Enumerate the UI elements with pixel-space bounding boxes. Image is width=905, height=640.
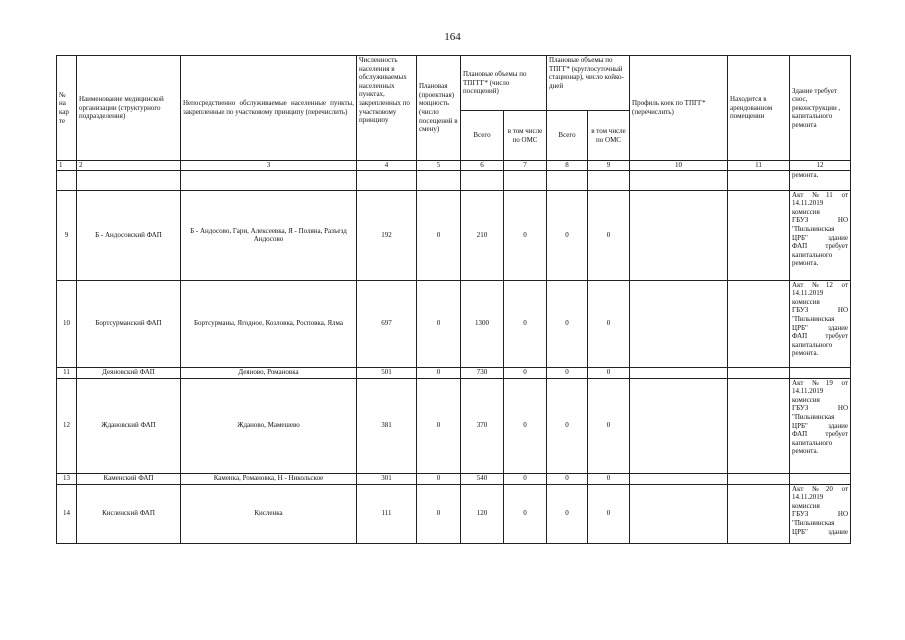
repair-note-line: комиссия [792,297,820,306]
header-number: № на кар те [57,56,77,161]
population: 381 [357,378,417,473]
header-rented: Находится в арендованном помещении [728,56,790,161]
row-number: 9 [57,190,77,280]
facility-name: Деяновский ФАП [77,367,181,378]
table-row [57,473,851,484]
bed-profile [630,170,728,190]
beds-oms: 0 [588,484,630,543]
repair-note-line: ФАП требует [792,332,849,341]
col-number: 4 [357,161,417,171]
repair-note-line: "Пильнинская [792,224,835,233]
visits-total [461,170,504,190]
row-number: 12 [57,378,77,473]
repair-note [790,473,851,484]
settlements: Кисленка [181,484,357,543]
repair-note [790,190,851,280]
rented-flag [728,367,790,378]
rented-flag [728,170,790,190]
repair-note-line: ремонта. [792,349,819,358]
repair-note-line: ГБУЗ НО [792,306,849,315]
facilities-table [56,55,851,544]
table-body [57,170,851,543]
header-bed-profile: Профиль коек по ТПГГ* (перечислить) [630,56,728,161]
repair-note [790,367,851,378]
repair-note-line: 14.11.2019 [792,199,824,208]
visits-oms: 0 [504,378,547,473]
beds-total: 0 [547,190,588,280]
beds-oms: 0 [588,190,630,280]
beds-total: 0 [547,378,588,473]
beds-total [547,170,588,190]
repair-note-line: ГБУЗ НО [792,404,849,413]
col-number: 5 [417,161,461,171]
repair-note-line: ЦРБ" здание [792,421,849,430]
repair-note-line: ГБУЗ НО [792,510,849,519]
header-organization: Наименование медицинской организации (структурного подразделения) [77,56,181,161]
row-number [57,170,77,190]
facility-name: Кисленский ФАП [77,484,181,543]
repair-note-line: ФАП требует [792,430,849,439]
capacity: 0 [417,473,461,484]
row-number: 11 [57,367,77,378]
bed-profile [630,484,728,543]
visits-total: 730 [461,367,504,378]
repair-note-line: Акт №19 от [792,378,849,387]
header-repair: Здание требует снос, реконструкции , капитального ремонта [790,56,851,161]
repair-note-line: "Пильнинская [792,412,835,421]
population: 301 [357,473,417,484]
settlements: Б - Андосово, Гари, Алексеевка, Я - Поляна, Разъезд Андосово [181,190,357,280]
settlements [181,170,357,190]
table-row [57,378,851,473]
facility-name: Б - Андосовский ФАП [77,190,181,280]
bed-profile [630,190,728,280]
repair-note [790,170,851,190]
beds-total: 0 [547,484,588,543]
population: 111 [357,484,417,543]
facility-name: Каменский ФАП [77,473,181,484]
beds-oms: 0 [588,473,630,484]
beds-total: 0 [547,367,588,378]
repair-note-line: ЦРБ" здание [792,323,849,332]
repair-note-line: комиссия [792,501,820,510]
table-header [57,56,851,171]
bed-profile [630,280,728,367]
visits-oms: 0 [504,473,547,484]
repair-note-line: капитального [792,340,833,349]
col-number: 8 [547,161,588,171]
header-beds-oms: в том числе по ОМС [588,111,630,161]
header-beds: Плановые объемы по ТПГГ* (круглосуточный стационар), число койко-дней [547,56,630,111]
settlements: Жданово, Мамешево [181,378,357,473]
col-number: 7 [504,161,547,171]
table-row [57,367,851,378]
visits-total: 370 [461,378,504,473]
beds-oms: 0 [588,378,630,473]
beds-oms [588,170,630,190]
header-beds-total: Всего [547,111,588,161]
visits-oms: 0 [504,280,547,367]
capacity: 0 [417,280,461,367]
visits-total: 120 [461,484,504,543]
repair-note [790,484,851,543]
facility-name: Бортсурманский ФАП [77,280,181,367]
settlements: Бортсурманы, Ягодное, Козловка, Росповка, Ялма [181,280,357,367]
header-visits-oms: в том числе по ОМС [504,111,547,161]
page-number: 164 [444,31,461,43]
header-population: Численность населения в обслуживаемых населенных пунктах, закрепленных по участковому принципу [357,56,417,161]
col-number: 11 [728,161,790,171]
beds-total: 0 [547,280,588,367]
population: 697 [357,280,417,367]
col-number: 2 [77,161,181,171]
col-number: 6 [461,161,504,171]
rented-flag [728,473,790,484]
repair-note-line: Акт №12 от [792,280,849,289]
header-capacity: Плановая (проектная) мощность (число посещений в смену) [417,56,461,161]
facility-name: Ждановский ФАП [77,378,181,473]
repair-note-line: ЦРБ" здание [792,527,849,536]
capacity: 0 [417,190,461,280]
visits-total: 540 [461,473,504,484]
header-settlements: Непосредственно обслуживаемые населенные пункты, закрепленные по участковому принципу (перечислить) [181,56,357,161]
facility-name [77,170,181,190]
table-row [57,484,851,543]
rented-flag [728,280,790,367]
repair-note-line: ЦРБ" здание [792,233,849,242]
table-row [57,280,851,367]
beds-oms: 0 [588,367,630,378]
beds-total: 0 [547,473,588,484]
row-number: 13 [57,473,77,484]
repair-note-line: ФАП требует [792,242,849,251]
repair-note-line: капитального [792,438,833,447]
repair-note-line: ремонта. [792,259,819,268]
capacity: 0 [417,367,461,378]
visits-oms [504,170,547,190]
bed-profile [630,473,728,484]
capacity: 0 [417,484,461,543]
header-visits-total: Всего [461,111,504,161]
visits-oms: 0 [504,190,547,280]
col-number: 3 [181,161,357,171]
settlements: Каменка, Романовка, Н - Никольское [181,473,357,484]
column-number-row [57,161,851,171]
repair-note-line: комиссия [792,207,820,216]
visits-total: 210 [461,190,504,280]
settlements: Деяново, Романовка [181,367,357,378]
repair-note-line: "Пильнинская [792,314,835,323]
table-row [57,170,851,190]
repair-note-line: 14.11.2019 [792,493,824,502]
visits-oms: 0 [504,484,547,543]
col-number: 12 [790,161,851,171]
repair-note-line: 14.11.2019 [792,289,824,298]
population: 501 [357,367,417,378]
rented-flag [728,484,790,543]
repair-note-line: ремонта. [792,170,819,179]
rented-flag [728,378,790,473]
repair-note-line: комиссия [792,395,820,404]
bed-profile [630,378,728,473]
header-visits: Плановые объемы по ТПГГГ* (число посещений) [461,56,547,111]
capacity [417,170,461,190]
col-number: 1 [57,161,77,171]
repair-note [790,378,851,473]
repair-note-line: Акт №20 от [792,484,849,493]
col-number: 10 [630,161,728,171]
repair-note-line: капитального [792,250,833,259]
col-number: 9 [588,161,630,171]
table-row [57,190,851,280]
row-number: 10 [57,280,77,367]
row-number: 14 [57,484,77,543]
population [357,170,417,190]
population: 192 [357,190,417,280]
capacity: 0 [417,378,461,473]
beds-oms: 0 [588,280,630,367]
repair-note-line: ГБУЗ НО [792,216,849,225]
bed-profile [630,367,728,378]
repair-note-line: Акт №11 от [792,190,849,199]
repair-note-line: 14.11.2019 [792,387,824,396]
repair-note-line: "Пильнинская [792,518,835,527]
repair-note [790,280,851,367]
rented-flag [728,190,790,280]
repair-note-line: ремонта. [792,447,819,456]
visits-total: 1300 [461,280,504,367]
visits-oms: 0 [504,367,547,378]
